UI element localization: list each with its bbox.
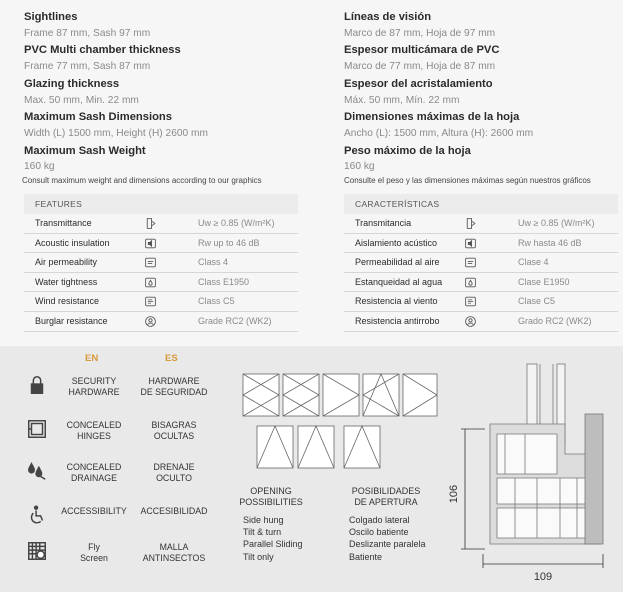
- table-row: [24, 273, 298, 293]
- row-label: Burglar resistance: [35, 315, 108, 326]
- row-label: Air permeability: [35, 257, 98, 268]
- feature-en-label: Fly Screen: [80, 542, 108, 563]
- spec-label: Dimensiones máximas de la hoja: [344, 111, 520, 124]
- spec-value: Máx. 50 mm, Mín. 22 mm: [344, 94, 460, 106]
- lang-en-label: EN: [85, 353, 99, 364]
- water-icon: [144, 276, 156, 288]
- spec-value: Marco de 77 mm, Hoja de 87 mm: [344, 61, 496, 73]
- spec-label: Maximum Sash Dimensions: [24, 111, 172, 124]
- table-row: [24, 253, 298, 273]
- opening-item: Deslizante paralela: [349, 539, 426, 550]
- opening-item: Tilt & turn: [243, 527, 282, 538]
- spec-value: Max. 50 mm, Min. 22 mm: [24, 94, 139, 106]
- feature-es-label: DRENAJE OCULTO: [153, 462, 195, 483]
- lang-es-label: ES: [165, 353, 178, 364]
- specs-es: [344, 9, 623, 176]
- spec-label: Sightlines: [24, 11, 78, 23]
- spec-value: Frame 87 mm, Sash 97 mm: [24, 27, 151, 39]
- row-value: Rw up to 46 dB: [198, 237, 260, 248]
- transmittance-icon: [464, 217, 476, 229]
- dimension-width-label: 109: [533, 571, 553, 583]
- feature-en-label: ACCESSIBILITY: [61, 506, 127, 516]
- opening-item: Batiente: [349, 551, 383, 562]
- profile-section-drawing: [445, 354, 610, 586]
- row-value: Grade RC2 (WK2): [198, 315, 272, 326]
- spec-value: Marco de 87 mm, Hoja de 97 mm: [344, 27, 496, 39]
- bottom-panel: [0, 346, 623, 592]
- row-label: Permeabilidad al aire: [355, 257, 440, 268]
- lock-icon: [26, 374, 48, 396]
- feature-es-label: BISAGRAS OCULTAS: [151, 420, 197, 441]
- spec-label: PVC Multi chamber thickness: [24, 44, 181, 57]
- row-value: Clase 4: [518, 257, 549, 268]
- spec-value: Frame 77 mm, Sash 87 mm: [24, 61, 151, 73]
- fly-screen-icon: [26, 540, 48, 562]
- air-icon: [464, 256, 476, 268]
- opening-item: Parallel Sliding: [243, 539, 303, 550]
- row-label: Resistencia antirrobo: [355, 315, 440, 326]
- spec-value: 160 kg: [24, 161, 55, 173]
- specs-en: [24, 9, 324, 176]
- row-value: Class C5: [198, 296, 235, 307]
- table-row: [344, 234, 618, 254]
- features-table-en: [24, 194, 298, 332]
- table-row: [24, 214, 298, 234]
- row-label: Water tightness: [35, 276, 98, 287]
- table-row: [344, 214, 618, 234]
- shield-icon: [464, 315, 476, 327]
- wind-icon: [144, 295, 156, 307]
- row-label: Transmittance: [35, 218, 92, 228]
- drainage-icon: [26, 460, 48, 482]
- table-row: [24, 234, 298, 254]
- shield-icon: [144, 315, 156, 327]
- row-value: Uw ≥ 0.85 (W/m²K): [198, 218, 275, 228]
- row-value: Class E1950: [198, 276, 250, 287]
- spec-label: Líneas de visión: [344, 11, 432, 23]
- spec-label: Peso máximo de la hoja: [344, 144, 471, 157]
- row-label: Wind resistance: [35, 296, 100, 307]
- table-row: [24, 292, 298, 312]
- spec-label: Espesor del acristalamiento: [344, 77, 493, 90]
- consult-note-es: Consulte el peso y las dimensiones máximas según nuestros gráficos: [344, 176, 591, 185]
- feature-en-label: CONCEALED DRAINAGE: [66, 462, 122, 483]
- table-header: FEATURES: [24, 194, 298, 214]
- row-label: Estanqueidad al agua: [355, 276, 443, 287]
- water-icon: [464, 276, 476, 288]
- spec-label: Maximum Sash Weight: [24, 144, 146, 157]
- spec-label: Glazing thickness: [24, 77, 120, 90]
- feature-es-label: ACCESIBILIDAD: [140, 506, 208, 516]
- wheelchair-icon: [26, 504, 48, 526]
- row-label: Transmitancia: [355, 218, 412, 228]
- row-value: Clase C5: [518, 296, 556, 307]
- table-row: [344, 292, 618, 312]
- spec-label: Espesor multicámara de PVC: [344, 44, 500, 57]
- feature-es-label: HARDWARE DE SEGURIDAD: [140, 376, 208, 397]
- feature-es-label: MALLA ANTINSECTOS: [142, 542, 206, 563]
- speaker-icon: [464, 237, 476, 249]
- opening-item: Colgado lateral: [349, 515, 410, 525]
- hinge-icon: [26, 418, 48, 440]
- row-value: Clase E1950: [518, 276, 570, 287]
- table-row: [24, 312, 298, 332]
- speaker-icon: [144, 237, 156, 249]
- row-label: Aislamiento acústico: [355, 237, 438, 248]
- row-label: Acoustic insulation: [35, 237, 110, 248]
- row-value: Grado RC2 (WK2): [518, 315, 592, 326]
- opening-list-es: [349, 514, 426, 563]
- table-row: [344, 253, 618, 273]
- dimension-height-label: 106: [448, 484, 460, 504]
- row-value: Rw hasta 46 dB: [518, 237, 582, 248]
- spec-value: 160 kg: [344, 161, 375, 173]
- opening-item: Oscilo batiente: [349, 527, 409, 538]
- table-row: [344, 273, 618, 293]
- opening-title-en: OPENING POSSIBILITIES: [239, 486, 303, 507]
- feature-en-label: SECURITY HARDWARE: [68, 376, 120, 397]
- wind-icon: [464, 295, 476, 307]
- air-icon: [144, 256, 156, 268]
- opening-item: Tilt only: [243, 551, 274, 562]
- consult-note-en: Consult maximum weight and dimensions according to our graphics: [22, 176, 262, 185]
- opening-title-es: POSIBILIDADES DE APERTURA: [351, 486, 421, 507]
- opening-diagrams: [240, 371, 440, 471]
- opening-list-en: [243, 514, 303, 563]
- spec-value: Width (L) 1500 mm, Height (H) 2600 mm: [24, 127, 208, 139]
- table-header: CARACTERÍSTICAS: [344, 194, 618, 214]
- row-value: Uw ≥ 0.85 (W/m²K): [518, 218, 595, 228]
- row-label: Resistencia al viento: [355, 296, 438, 307]
- transmittance-icon: [144, 217, 156, 229]
- table-row: [344, 312, 618, 332]
- features-table-es: [344, 194, 618, 332]
- row-value: Class 4: [198, 257, 229, 268]
- opening-item: Side hung: [243, 515, 284, 525]
- feature-en-label: CONCEALED HINGES: [66, 420, 122, 441]
- spec-value: Ancho (L): 1500 mm, Altura (H): 2600 mm: [344, 127, 534, 139]
